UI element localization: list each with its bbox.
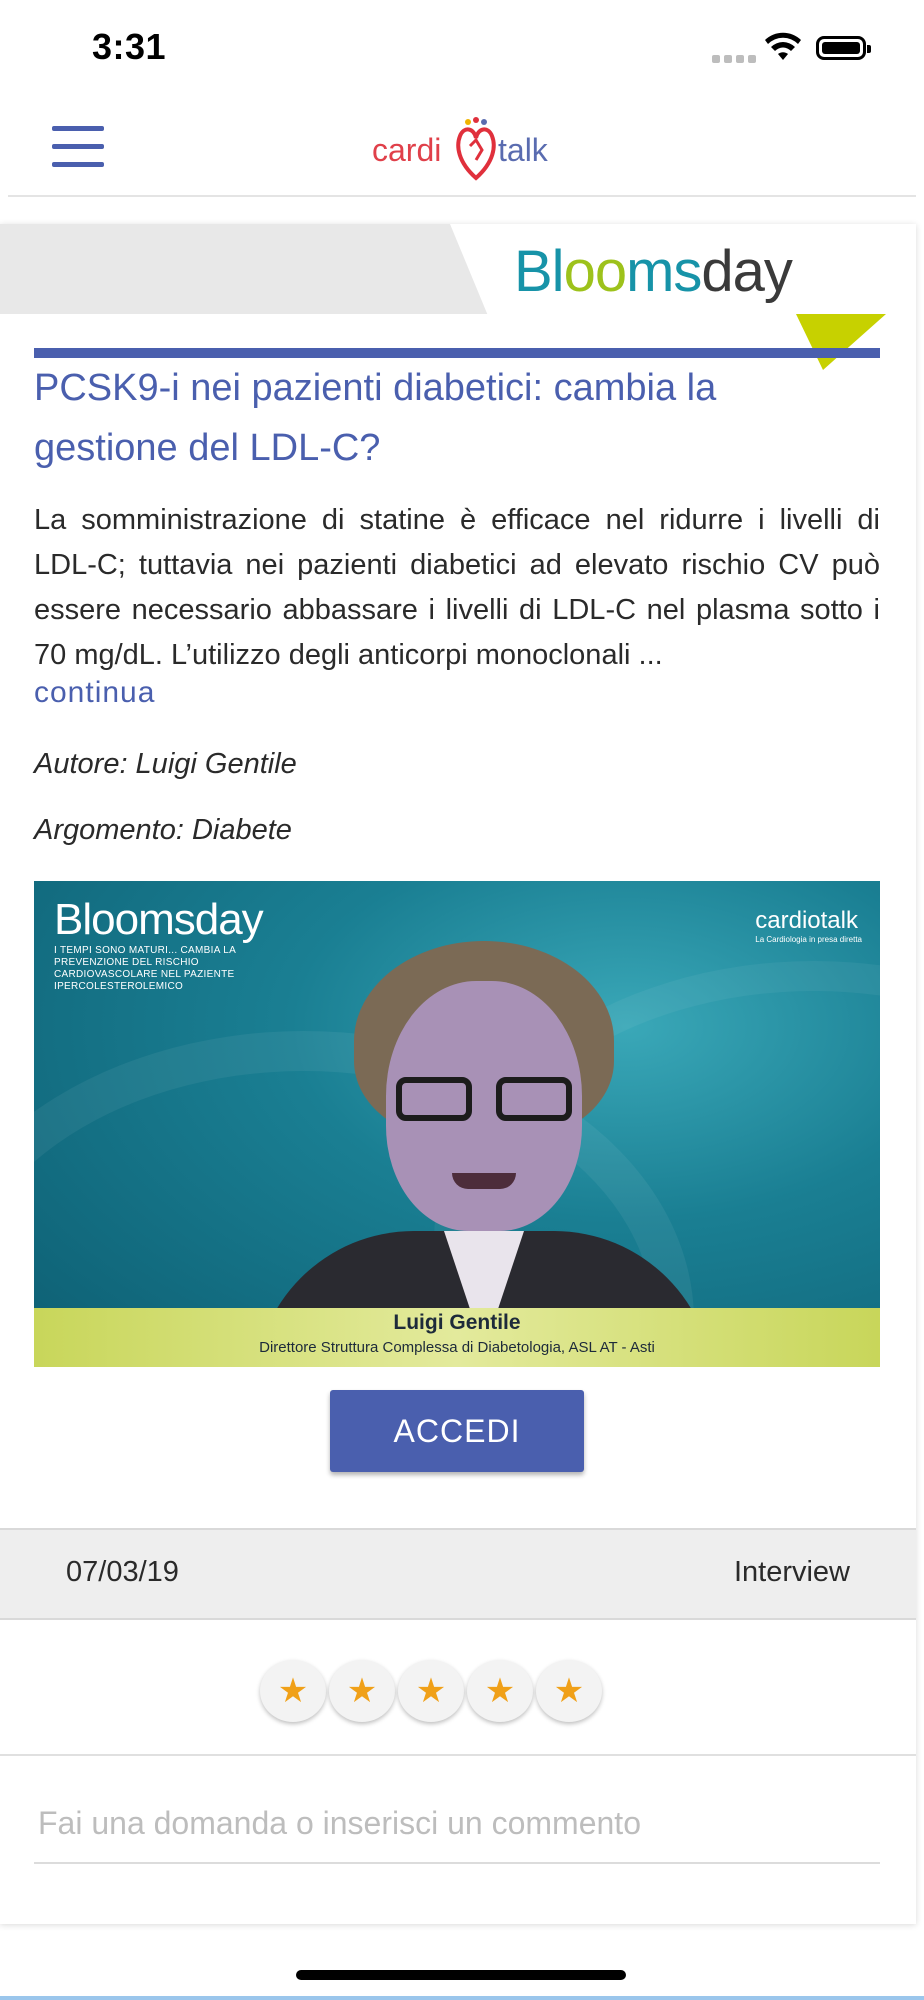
star-icon[interactable]: ★ [398, 1660, 464, 1722]
article-date: 07/03/19 [66, 1556, 179, 1588]
speaker-name: Luigi Gentile [393, 1311, 521, 1334]
comment-divider [0, 1754, 916, 1756]
speaker-portrait [334, 941, 634, 1321]
star-icon[interactable]: ★ [260, 1660, 326, 1722]
bottom-edge [0, 1996, 924, 2000]
article-title[interactable]: PCSK9-i nei pazienti diabetici: cambia la gestione del LDL-C? [34, 367, 717, 469]
battery-icon [816, 36, 866, 60]
heart-logo-icon [454, 116, 498, 182]
video-thumbnail[interactable] [34, 881, 880, 1367]
article-author: Autore: Luigi Gentile [34, 748, 297, 780]
app-header [0, 100, 924, 196]
star-icon[interactable]: ★ [536, 1660, 602, 1722]
article-type: Interview [733, 1556, 850, 1588]
speaker-mouth [452, 1173, 516, 1189]
article-card [0, 224, 916, 1924]
app-logo[interactable] [370, 114, 560, 184]
video-channel-name: cardiotalk [755, 907, 858, 934]
video-brand-name: Bloomsday [54, 895, 263, 944]
header-divider [8, 195, 916, 197]
status-time: 3:31 [92, 26, 167, 67]
speaker-glasses [396, 1077, 572, 1123]
article-excerpt: La somministrazione di statine è efficace nel ridurre i livelli di LDL-C; tuttavia nei pazienti diabetici ad elevato rischio CV può essere necessario abbassare i livelli di LDL-C nel plasma sotto i 70 mg/dL. L’utilizzo degli anticorpi monoclonali ... [34, 504, 880, 671]
star-icon[interactable]: ★ [467, 1660, 533, 1722]
rating-stars [260, 1660, 602, 1722]
home-indicator[interactable] [296, 1970, 626, 1980]
star-icon[interactable]: ★ [329, 1660, 395, 1722]
speaker-role: Direttore Struttura Complessa di Diabetologia, ASL AT - Asti [259, 1339, 655, 1356]
bloomsday-logo: Bloomsday [514, 239, 792, 304]
meta-divider [0, 1618, 916, 1620]
continue-link[interactable]: continua [34, 676, 156, 709]
logo-text-left: cardi [372, 132, 442, 168]
article-meta-bar [0, 1530, 916, 1618]
video-brand [54, 895, 294, 993]
cellular-signal-icon [712, 55, 756, 63]
article-topic: Argomento: Diabete [34, 814, 292, 846]
video-channel-logo [755, 907, 862, 944]
video-brand-tagline: I TEMPI SONO MATURI... CAMBIA LA PREVENZIONE DEL RISCHIO CARDIOVASCOLARE NEL PAZIENTE IPERCOLESTEROLEMICO [54, 945, 236, 992]
video-channel-tagline: La Cardiologia in presa diretta [755, 935, 862, 944]
logo-text-right: talk [498, 132, 548, 168]
access-button[interactable]: ACCEDI [330, 1390, 584, 1472]
menu-icon[interactable] [52, 124, 104, 168]
comment-input[interactable] [34, 1784, 880, 1864]
title-accent-bar [34, 348, 880, 358]
wifi-icon [764, 32, 802, 62]
status-bar [0, 0, 924, 100]
